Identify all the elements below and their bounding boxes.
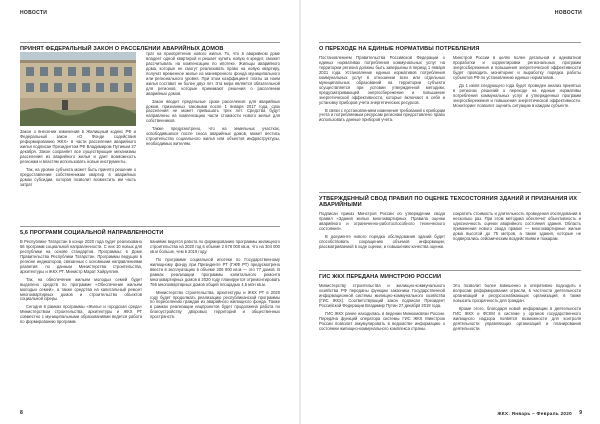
article-photo <box>20 52 136 126</box>
article-headline: О ПЕРЕХОДЕ НА ЕДИНЫЕ НОРМАТИВЫ ПОТРЕБЛЕНИЯ <box>319 42 581 52</box>
article-headline: ПРИНЯТ ФЕДЕРАЛЬНЫЙ ЗАКОН О РАССЕЛЕНИИ АВАРИЙНЫХ ДОМОВ <box>20 42 280 52</box>
article-text-column <box>319 56 445 182</box>
article-headline: 5,6 ПРОГРАММ СОЦИАЛЬНОЙ НАПРАВЛЕННОСТИ <box>20 226 280 236</box>
paragraph: Закон о внесении изменений в Жилищный кодекс РФ и Федеральный закон «О Фонде содействия реформированию ЖКХ» в части расселения аварийного жилья подписан Президентом РФ Владимиром Путиным 27 декабря. Закон сохраняет все существующие механизмы расселения из аварийного жилья и дает возможность регионам и властям использовать новые инструменты. <box>20 130 136 164</box>
article-text-column <box>453 212 581 262</box>
paragraph: Кроме этого, благодаря новой информации в деятельности ГИС ЖКХ и ФСКМ в системе у органов государственного жилищного надзора появятся возможности для контроля деятельности управляющих организаций и планирования деятельности. <box>453 305 581 331</box>
page-number: 8 <box>20 410 23 416</box>
paragraph: Подписан приказ Минстроя России об утверждении свода правил «Здания жилых многоквартирных. Правила оценки аварийного и ограниченно-работоспособного технического состояния». <box>319 212 445 231</box>
paragraph: Закон вводит предельные сроки расселения: для аварийных домов, признанных таковыми после 1 января 2017 года, срок расселения не может превышать трех лет. Средства будут направлены на компенсацию части стоимости нового жилья для собственников. <box>146 98 280 124</box>
article-headline: ГИС ЖКХ ПЕРЕДАНА МИНСТРОЮ РОССИИ <box>319 270 581 280</box>
paragraph: В документе нового порядка обследования зданий будет способствовать сокращению объемов информации, рассматриваемой в ходе оценки, и повышению качества оценки. <box>319 233 445 249</box>
paragraph: Постановлением Правительства Российской Федерации о единых нормативах потребления коммунальных услуг на территории региона должны быть завершены в период 1 января 2021 года. Установление единых нормативов потребления коммунальных услуг в отношении всех или отдельных муниципальных образований на территории субъекта осуществляется при условии утвержденной методики, предусматривающей энергосбережение и повышение энергетической эффективности, которые включают в себя и установку приборов учета энергетических ресурсов. <box>319 56 445 105</box>
paragraph: Так, на уровне субъекта может быть принято решение о предоставлении собственникам квартир в аварийных домах субсидии, которая позволит возместить им часть затрат <box>20 166 136 187</box>
left-page <box>0 0 299 424</box>
paragraph: До 1 июля следующего года будет проведен анализ принятых в регионах решений о переходе на единые нормативы потребления коммунальных услуг и утвержденных программ энергосбережения и повышения энергетической эффективности. Мониторинг позволит оценить ситуацию в каждом субъекте. <box>453 82 581 108</box>
paragraph: В Республике Татарстан в конце 2020 года будет реализовано 56 программ социальной направленности. С них 10 новых для республики на основе стандартов. Программы: в Доме Правительства Республики Татарстан. Программы ведущих в регионе индикаторов, связанных с основными направлениями развития: по данным Министерства строительства, архитектуры и ЖКХ РТ. Министр Марат Хайруллин. <box>20 240 142 274</box>
building-photo-icon <box>20 52 136 126</box>
paragraph: сократить стоимость и длительность проведения обследований в несколько раз. При этом методика обеспечит объективность и однозначность оценки аварийного состояния здания. Область применения нового свода правил — многоквартирные жилые дома высотой до 75 метров, а также здания, которые не подвергались сейсмическим воздействиям и пожарам. <box>453 212 581 241</box>
section-rubric: НОВОСТИ <box>554 10 582 16</box>
paragraph: Так, на обеспечение жильем молодых семей будет выделено средств по программе «Обеспечение жильем молодых семей», а также средства на капитальный ремонт многоквартирных домов и строительство объектов социальной сферы. <box>20 276 142 302</box>
paragraph: ГИС ЖКХ ранее находилась в ведении Минкомсвязи России. Передача функций оператора системы ГИС ЖКХ Минстрою России позволит аккумулировать в ведомстве информацию о состоянии жилищно-коммунального комплекса страны. <box>319 310 445 331</box>
paragraph: В связи с постановлением изменения требований к приборам учета и потребляемым ресурсам регионам предоставлено право использовать данные приборов учета. <box>319 107 445 123</box>
page-number: 9 <box>579 410 582 416</box>
section-rubric: НОВОСТИ <box>20 10 48 16</box>
paragraph: Также предусмотрено, что на земельных участках, освободившихся после сноса аварийных домов, может вестись строительство социального жилья или объектов инфраструктуры, необходимых жителям. <box>146 126 280 147</box>
article-text-column <box>319 284 445 408</box>
paragraph: По программе социальной ипотеки по Государственному жилищному фонду при Президенте РТ (ГЖФ РТ) предусмотрено ввести в эксплуатацию в объеме 206 000 кв.м — это 77 домов. В рамках реализации программы капитального ремонта многоквартирных домов в 2020 году планируется отремонтировать 766 многоквартирных домов общей площадью 4,5 млн кв.м. <box>150 256 280 287</box>
issue-label: ЖКХ: Январь – Февраль 2020 <box>497 411 572 416</box>
article-text-column <box>150 240 280 405</box>
paragraph: трат на приобретение нового жилья. То, что в аварийном доме владеет одной квартирой и решает купить новую в кредит, сможет рассчитывать на компенсацию по ипотеке. Жильцы аварийного дома, которые не смогут реализовать право на новую квартиру, получат временное жилье из маневренного фонда муниципального или регионального уровня. При этом коэффициент платы за наем жилья составит не более двух лет. Эта мера является обязательной для регионов, которые принимают решения о расселении аварийных домов. <box>146 52 280 96</box>
article-text-column <box>453 284 581 408</box>
paragraph: Министерству строительства и жилищно-коммунального хозяйства РФ переданы функции заказчика Государственной информационной системы жилищно-коммунального хозяйства (ГИС ЖКХ). Соответствующий закон подписал Президент Российской Федерации Владимир Путин 27 декабря 2019 года. <box>319 284 445 308</box>
article-text-column <box>453 56 581 182</box>
article-text-column <box>20 130 136 214</box>
article-text-column <box>319 212 445 262</box>
paragraph: ваниями ведется работа по формированию программы жилищного строительства на 2020 год в объеме 2 578 000 кв.м, что на 304 000 кв.м больше, чем в 2019 году. <box>150 240 280 254</box>
article-text-column <box>20 240 142 405</box>
paragraph: Министерство строительства, архитектуры и ЖКХ РТ в 2020 году будет продолжать реализацию республиканской программы по переселению граждан из аварийного жилищного фонда. Также в рамках реализации нацпроектов будет продолжена работа по благоустройству дворовых территорий и общественных пространств. <box>150 289 280 320</box>
right-page <box>301 0 600 424</box>
paragraph: Сегодня в рамках программы «Жилье и городская среда» Министерством строительства, архитектуры и ЖКХ РТ совместно с муниципальными образованиями ведется работа по формированию программ. <box>20 304 142 325</box>
paragraph: Это позволит более взвешенно и оперативно подходить к вопросам реформирования отрасли, в частности деятельности организаций и ресурсоснабжающих организаций, в также повысить прозрачность для граждан. <box>453 284 581 303</box>
article-headline: УТВЕРЖДЕННЫЙ СВОД ПРАВИЛ ПО ОЦЕНКЕ ТЕХСОСТОЯНИЯ ЗДАНИЙ И ПРИЗНАНИЯ ИХ АВАРИЙНЫМИ <box>319 192 581 209</box>
paragraph: Минстрой России в целях более детальной и адекватной проработки и корректировки региональных программ энергосбережения и повышения энергетической эффективности будет проводить мониторинг и выработку порядка работы субъектов РФ по установлению единых нормативов. <box>453 56 581 80</box>
article-text-column <box>146 52 280 214</box>
